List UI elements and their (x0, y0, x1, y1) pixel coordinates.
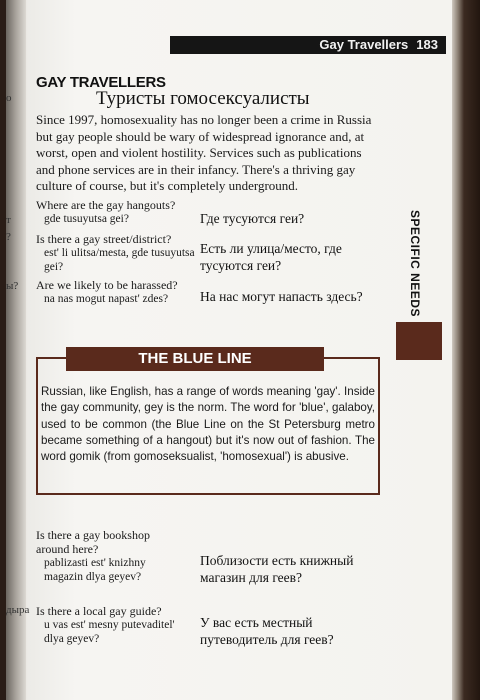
phrase-transliteration: gde tusuyutsa gei? (44, 213, 129, 225)
chapter-tab-label: SPECIFIC NEEDS (408, 210, 422, 318)
phrase-transliteration: u vas est' mesny putevaditel' dlya geyev? (44, 619, 175, 645)
phrase-russian: У вас есть местный путеводитель для геев? (200, 615, 334, 647)
phrase-question: Is there a local gay guide? (36, 604, 162, 618)
phrase-transliteration: pablizasti est' knizhny magazin dlya geyev? (44, 557, 146, 583)
book-cover-edge (452, 0, 480, 700)
phrase-russian: На нас могут напасть здесь? (200, 289, 363, 304)
left-bleed-text: ы? (6, 280, 19, 292)
left-bleed-text: ? (6, 231, 11, 243)
blue-line-text: Russian, like English, has a range of words meaning 'gay'. Inside the gay community, gey is the norm. The word for 'blue', galaboy, used to be common (the Blue Line on the St Petersburg metro became something of a hangout) but it's now out of fashion. The word gomik (from gomoseksualist, 'homosexual') is abusive. (41, 385, 375, 464)
phrase-transliteration: est' li ulitsa/mesta, gde tusuyutsa gei? (44, 247, 195, 273)
blue-line-title: THE BLUE LINE (66, 347, 324, 371)
left-bleed-text: о (6, 92, 12, 104)
chapter-tab-block (396, 322, 442, 360)
section-title-russian: Туристы гомосексуалисты (96, 88, 310, 109)
phrase-russian: Есть ли улица/место, где тусуются геи? (200, 241, 342, 273)
phrase-transliteration: na nas mogut napast' zdes? (44, 293, 169, 305)
section-title: GAY TRAVELLERS (36, 74, 166, 91)
book-gutter (6, 0, 26, 700)
header-title: Gay Travellers (319, 37, 409, 52)
running-header (170, 36, 446, 54)
chapter-tab (396, 210, 444, 360)
page-number: 183 (416, 37, 438, 52)
left-bleed-text: т (6, 214, 11, 226)
phrase-english (36, 604, 186, 646)
phrase-russian: Поблизости есть книжный магазин для геев? (200, 553, 354, 585)
phrase-english (36, 278, 196, 306)
phrase-question: Are we likely to be harassed? (36, 278, 178, 292)
phrase-english (36, 198, 196, 226)
book-page (6, 0, 452, 700)
left-bleed-text: дыра (6, 604, 30, 616)
phrase-english (36, 232, 196, 274)
phrase-russian: Где тусуются геи? (200, 211, 305, 226)
intro-paragraph: Since 1997, homosexuality has no longer been a crime in Russia but gay people should be wary of widespread ignorance and, at worst, open and violent hostility. Services such as publications and phone services are in their infancy. There's a thriving gay culture of course, but it's completely underground. (36, 112, 372, 193)
phrase-question: Is there a gay bookshop around here? (36, 528, 150, 556)
phrase-english (36, 528, 186, 584)
phrase-question: Where are the gay hangouts? (36, 198, 176, 212)
phrase-question: Is there a gay street/district? (36, 232, 172, 246)
